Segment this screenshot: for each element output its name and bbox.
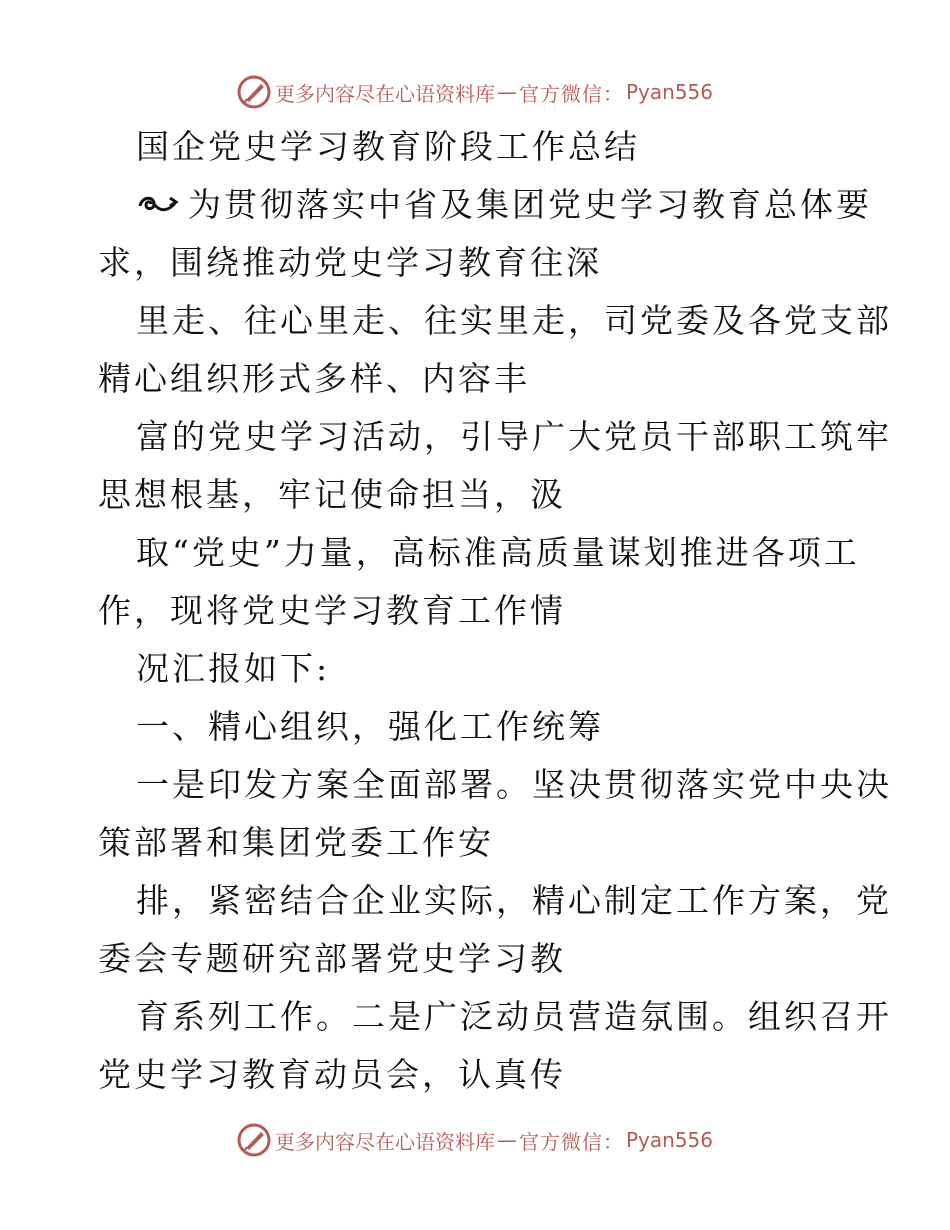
paragraph-line: 作，现将党史学习教育工作情: [98, 591, 566, 630]
paragraph-line: 一是印发方案全面部署。坚决贯彻落实党中央决: [136, 765, 892, 804]
paragraph-line: [98, 176, 872, 234]
quill-logo-icon: [237, 75, 271, 109]
paragraph-line: 况汇报如下:: [136, 649, 331, 688]
paragraph-line: 委会专题研究部署党史学习教: [98, 939, 566, 978]
watermark-text: 更多内容尽在心语资料库: [274, 1129, 495, 1154]
paragraph-line: 党史学习教育动员会，认真传: [98, 1055, 566, 1094]
section-heading: 一、精心组织，强化工作统筹: [136, 707, 604, 746]
watermark-dash: —: [496, 80, 517, 104]
swirl-bullet-icon: [136, 190, 180, 220]
paragraph-text: 为贯彻落实中省及集团党史学习教育总体要: [188, 185, 872, 224]
watermark-banner-bottom: [0, 1120, 950, 1160]
paragraph-line: 富的党史学习活动，引导广大党员干部职工筑牢: [136, 417, 892, 456]
watermark-label: 官方微信：: [518, 1129, 624, 1154]
watermark-handle: Pyan556: [625, 80, 713, 104]
paragraph-line: 里走、往心里走、往实里走，司党委及各党支部: [136, 301, 892, 340]
paragraph-line: 思想根基，牢记使命担当，汲: [98, 475, 566, 514]
document-title: 国企党史学习教育阶段工作总结: [136, 127, 640, 166]
paragraph-line: 育系列工作。二是广泛动员营造氛围。组织召开: [136, 997, 892, 1036]
document-body: [98, 118, 892, 1104]
paragraph-line: 求，围绕推动党史学习教育往深: [98, 243, 602, 282]
paragraph-line: 排，紧密结合企业实际，精心制定工作方案，党: [136, 881, 892, 920]
watermark-text: 更多内容尽在心语资料库: [274, 81, 495, 106]
watermark-label: 官方微信：: [518, 81, 624, 106]
quill-logo-icon: [237, 1123, 271, 1157]
watermark-dash: —: [496, 1128, 517, 1152]
paragraph-line: 取“党史”力量，高标准高质量谋划推进各项工: [136, 533, 860, 572]
watermark-banner-top: [0, 72, 950, 112]
watermark-handle: Pyan556: [625, 1128, 713, 1152]
paragraph-line: 策部署和集团党委工作安: [98, 823, 494, 862]
paragraph-line: 精心组织形式多样、内容丰: [98, 359, 530, 398]
